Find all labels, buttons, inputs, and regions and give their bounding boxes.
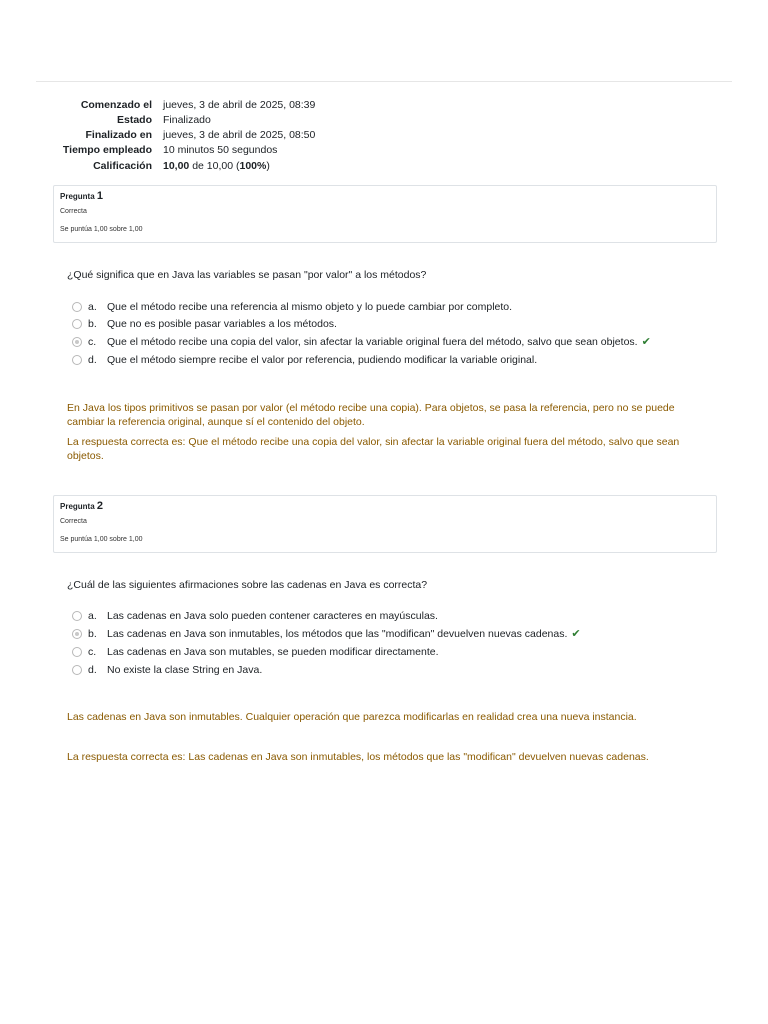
- answer-letter: d.: [88, 664, 97, 676]
- answer-letter: a.: [88, 610, 97, 622]
- general-feedback-2: Las cadenas en Java son inmutables. Cualquier operación que parezca modificarlas en realidad crea una nueva instancia.: [67, 711, 637, 723]
- finished-value: jueves, 3 de abril de 2025, 08:50: [163, 129, 316, 141]
- grade-score: 10,00: [163, 160, 190, 172]
- question-text-2: ¿Cuál de las siguientes afirmaciones sobre las cadenas en Java es correcta?: [67, 579, 428, 591]
- question-grade: Se puntúa 1,00 sobre 1,00: [60, 536, 143, 543]
- question-number-value: 1: [96, 190, 104, 202]
- summary-time-row: [0, 142, 768, 158]
- grade-of: de 10,00 (: [189, 160, 240, 172]
- state-value: Finalizado: [163, 114, 211, 126]
- summary-grade-row: [0, 158, 768, 174]
- question-text-1: ¿Qué significa que en Java las variables se pasan "por valor" a los métodos?: [67, 269, 427, 281]
- check-icon: ✔: [641, 336, 651, 348]
- grade-label: Calificación: [93, 160, 152, 172]
- question-info-2: [53, 495, 717, 553]
- radio-icon[interactable]: [72, 302, 82, 312]
- answer-letter: d.: [88, 354, 97, 366]
- summary-state-row: [0, 112, 768, 128]
- answer-letter: c.: [88, 646, 97, 658]
- radio-icon[interactable]: [72, 647, 82, 657]
- started-label: Comenzado el: [80, 99, 152, 111]
- started-value: jueves, 3 de abril de 2025, 08:39: [163, 99, 316, 111]
- question-label: Pregunta: [60, 502, 97, 511]
- answer-text: Las cadenas en Java son mutables, se pueden modificar directamente.: [107, 646, 439, 658]
- correct-answer-feedback-2: La respuesta correcta es: Las cadenas en Java son inmutables, los métodos que las "modifican" devuelven nuevas cadenas.: [67, 751, 649, 763]
- radio-icon[interactable]: [72, 337, 82, 347]
- grade-value: [163, 158, 270, 174]
- general-feedback-1: En Java los tipos primitivos se pasan por valor (el método recibe una copia). Para objetos, se pasa la referencia, pero no se puede cambiar la referencia original, aunque sí el contenido del objeto.: [67, 402, 675, 428]
- question-number-value: 2: [96, 500, 104, 512]
- question-grade: Se puntúa 1,00 sobre 1,00: [60, 226, 143, 233]
- question-state: Correcta: [60, 208, 87, 215]
- answer-letter: c.: [88, 336, 97, 348]
- radio-icon[interactable]: [72, 665, 82, 675]
- question-number: [60, 499, 103, 514]
- answer-letter: a.: [88, 301, 97, 313]
- answer-text: Que no es posible pasar variables a los métodos.: [107, 318, 337, 330]
- time-label: Tiempo empleado: [62, 144, 152, 156]
- question-number: [60, 189, 103, 204]
- radio-icon[interactable]: [72, 629, 82, 639]
- radio-icon[interactable]: [72, 611, 82, 621]
- answer-text: Que el método siempre recibe el valor por referencia, pudiendo modificar la variable original.: [107, 354, 538, 366]
- answer-text: Que el método recibe una referencia al mismo objeto y lo puede cambiar por completo.: [107, 301, 513, 313]
- state-label: Estado: [116, 114, 152, 126]
- radio-icon[interactable]: [72, 319, 82, 329]
- answer-letter: b.: [88, 628, 97, 640]
- answer-text: No existe la clase String en Java.: [107, 664, 263, 676]
- summary-started-row: [0, 97, 768, 113]
- answer-text-value: Que el método recibe una copia del valor, sin afectar la variable original fuera del método, salvo que sean objetos.: [107, 336, 638, 348]
- top-divider: [36, 81, 732, 82]
- grade-percent: 100%: [239, 160, 267, 172]
- radio-icon[interactable]: [72, 355, 82, 365]
- check-icon: ✔: [571, 628, 581, 640]
- answer-text: [107, 334, 651, 350]
- grade-close: ): [266, 160, 270, 172]
- summary-finished-row: [0, 127, 768, 143]
- answer-text: Las cadenas en Java solo pueden contener caracteres en mayúsculas.: [107, 610, 438, 622]
- time-value: 10 minutos 50 segundos: [163, 144, 278, 156]
- question-label: Pregunta: [60, 192, 97, 201]
- correct-answer-feedback-1: La respuesta correcta es: Que el método recibe una copia del valor, sin afectar la variable original fuera del método, salvo que sean objetos.: [67, 436, 680, 462]
- finished-label: Finalizado en: [85, 129, 152, 141]
- answer-letter: b.: [88, 318, 97, 330]
- question-state: Correcta: [60, 518, 87, 525]
- answer-text-value: Las cadenas en Java son inmutables, los métodos que las "modifican" devuelven nuevas cadenas.: [107, 628, 568, 640]
- question-info-1: [53, 185, 717, 243]
- answer-text: [107, 626, 581, 642]
